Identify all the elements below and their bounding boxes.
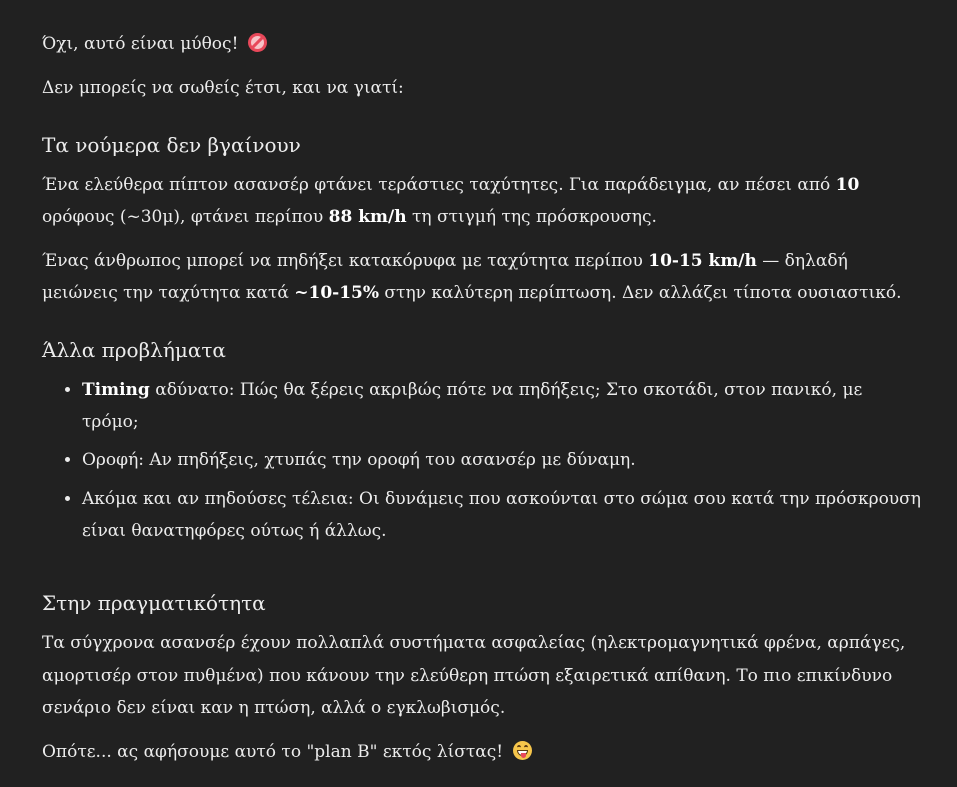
closing-text: Οπότε... ας αφήσουμε αυτό το "plan B" εκτός λίστας! [42, 742, 504, 763]
text-span: τη στιγμή της πρόσκρουσης. [406, 206, 657, 227]
list-item-text: Αν πηδήξεις, χτυπάς την οροφή του ασανσέρ με δύναμη. [143, 450, 636, 471]
text-span: — δηλαδή μειώνεις την ταχύτητα κατά [42, 251, 848, 304]
intro-line [42, 28, 922, 60]
intro-text: Όχι, αυτό είναι μύθος! [42, 34, 239, 54]
bold-reduction: ~10-15% [294, 283, 380, 304]
list-item-text: Οι δυνάμεις που ασκούνται στο σώμα σου κατά την πρόσκρουση είναι θανατηφόρες ούτως ή άλλως. [82, 488, 921, 541]
problems-list [42, 374, 922, 547]
bold-term: αδύνατο: [149, 379, 235, 400]
text-span: ορόφους (~30μ), φτάνει περίπου [42, 206, 329, 227]
list-item [82, 483, 922, 548]
bold-term: Timing [82, 379, 150, 400]
section-heading-problems: Άλλα προβλήματα [42, 337, 226, 362]
list-item [82, 374, 922, 439]
grinning-tongue-icon [513, 741, 532, 760]
list-item-lead: Ακόμα και αν πηδούσες τέλεια: [82, 488, 354, 509]
paragraph-jump [42, 245, 922, 310]
text-span: Ένας άνθρωπος μπορεί να πηδήξει κατακόρυφα με ταχύτητα περίπου [42, 251, 649, 272]
paragraph-safety: Τα σύγχρονα ασανσέρ έχουν πολλαπλά συστήματα ασφαλείας (ηλεκτρομαγνητικά φρένα, αρπάγες, αμορτισέρ στον πυθμένα) που κάνουν την ελεύθερη πτώση εξαιρετικά απίθανη. Το πιο επικίνδυνο σενάριο δεν είναι καν η πτώση, αλλά ο εγκλωβισμός. [42, 633, 906, 718]
text-span: στην καλύτερη περίπτωση. Δεν αλλάζει τίποτα ουσιαστικό. [379, 283, 902, 304]
section-heading-reality: Στην πραγματικότητα [42, 591, 266, 616]
intro-subline: Δεν μπορείς να σωθείς έτσι, και να γιατί: [42, 78, 404, 99]
assistant-message [42, 28, 922, 780]
paragraph-speed [42, 169, 922, 234]
section-heading-numbers: Τα νούμερα δεν βγαίνουν [42, 132, 301, 157]
bold-jump-speed: 10-15 km/h [648, 251, 757, 272]
list-item [82, 444, 922, 476]
no-entry-icon [248, 33, 267, 52]
list-item-text: Πώς θα ξέρεις ακριβώς πότε να πηδήξεις; Στο σκοτάδι, στον πανικό, με τρόμο; [82, 379, 863, 433]
bold-floors: 10 [835, 174, 860, 195]
list-item-lead: Οροφή: [82, 450, 144, 471]
text-span: Ένα ελεύθερα πίπτον ασανσέρ φτάνει τεράστιες ταχύτητες. Για παράδειγμα, αν πέσει από [42, 174, 836, 195]
closing-line [42, 736, 922, 768]
bold-speed: 88 km/h [328, 206, 407, 227]
